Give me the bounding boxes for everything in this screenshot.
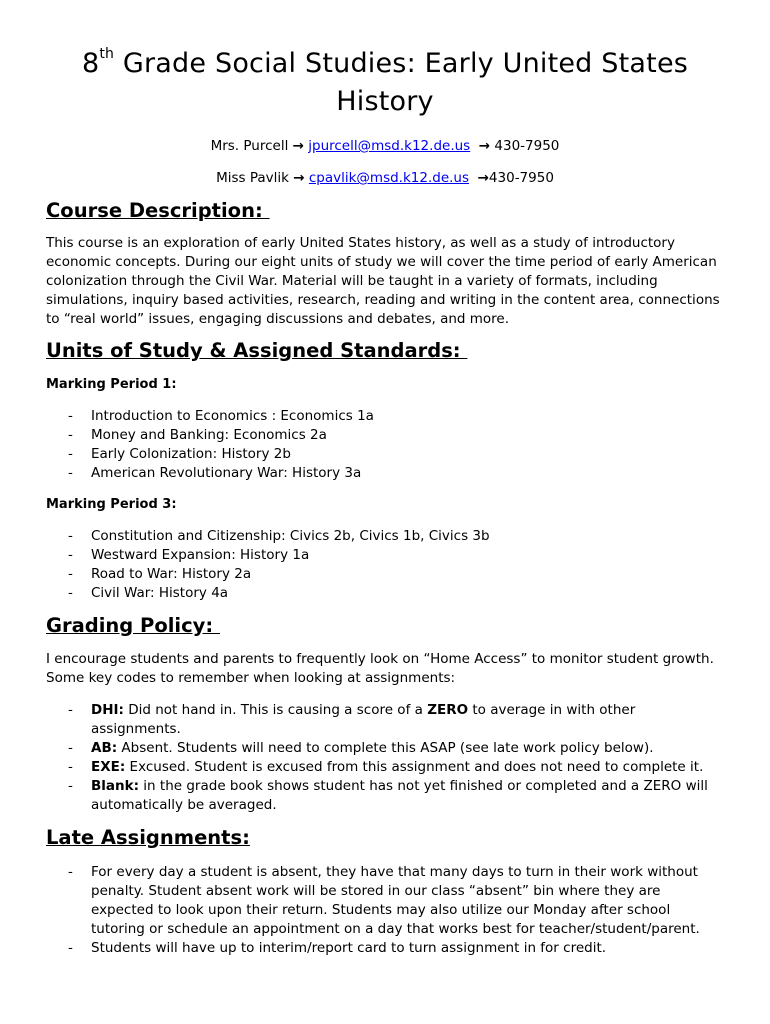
list-item: - Early Colonization: History 2b [68, 446, 291, 462]
email-link-purcell[interactable]: jpurcell@msd.k12.de.us [308, 138, 471, 154]
arrow-right-icon: → [478, 138, 491, 154]
marking-period-3-list [46, 527, 724, 603]
arrow-right-icon: → [292, 138, 304, 154]
marking-period-3-label: Marking Period 3: [46, 497, 177, 512]
list-item: - Road to War: History 2a [68, 566, 252, 582]
grading-codes-list [46, 701, 724, 815]
grading-code-exe: - EXE: Excused. Student is excused from this assignment and does not need to complete it. [68, 759, 704, 775]
grading-policy-intro: I encourage students and parents to frequently look on “Home Access” to monitor student growth. Some key codes to remember when looking at assignments: [46, 651, 714, 686]
arrow-right-icon: → [293, 170, 305, 186]
grading-code-blank: - Blank: in the grade book shows student has not yet finished or completed and a ZERO will automatically be averaged. [68, 778, 708, 813]
list-item: - Civil War: History 4a [68, 585, 229, 601]
list-item: - Introduction to Economics : Economics 1a [68, 408, 374, 424]
marking-period-1-label: Marking Period 1: [46, 377, 177, 392]
list-item: - Westward Expansion: History 1a [68, 547, 310, 563]
units-heading: Units of Study & Assigned Standards: [46, 339, 468, 362]
grading-code-dhi: - DHI: Did not hand in. This is causing a score of a ZERO to average in with other assignments. [68, 702, 636, 737]
grading-code-ab: - AB: Absent. Students will need to complete this ASAP (see late work policy below). [68, 740, 654, 756]
contact-line-purcell: Mrs. Purcell → jpurcell@msd.k12.de.us → 430-7950 [210, 138, 560, 154]
arrow-right-icon: → [477, 170, 489, 186]
title-superscript: th [99, 46, 115, 62]
list-item: - For every day a student is absent, they have that many days to turn in their work without penalty. Student absent work will be stored in our class “absent” bin where they are expected to look upon their return. Students may also utilize our Monday after school tutoring or schedule an appointment on a day that works best for teacher/student/parent. [68, 864, 700, 937]
course-description-text: This course is an exploration of early United States history, as well as a study of introductory economic concepts. During our eight units of study we will cover the time period of early American colonization through the Civil War. Material will be taught in a variety of formats, including simulations, inquiry based activities, research, reading and writing in the content area, connections to “real world” issues, engaging discussions and debates, and more. [46, 235, 720, 327]
list-item: - Students will have up to interim/report card to turn assignment in for credit. [68, 940, 607, 956]
contact-line-pavlik: Miss Pavlik → cpavlik@msd.k12.de.us →430-7950 [216, 170, 554, 186]
email-link-pavlik[interactable]: cpavlik@msd.k12.de.us [308, 170, 470, 186]
list-item: - American Revolutionary War: History 3a [68, 465, 362, 481]
marking-period-1-list [46, 407, 724, 483]
late-assignments-heading: Late Assignments: [46, 826, 250, 849]
list-item: - Money and Banking: Economics 2a [68, 427, 327, 443]
list-item: - Constitution and Citizenship: Civics 2b, Civics 1b, Civics 3b [68, 528, 490, 544]
course-description-heading: Course Description: [46, 199, 270, 222]
grading-policy-heading: Grading Policy: [46, 614, 220, 637]
page-title: 8th Grade Social Studies: Early United States History [81, 46, 689, 117]
late-assignments-list [46, 863, 724, 958]
